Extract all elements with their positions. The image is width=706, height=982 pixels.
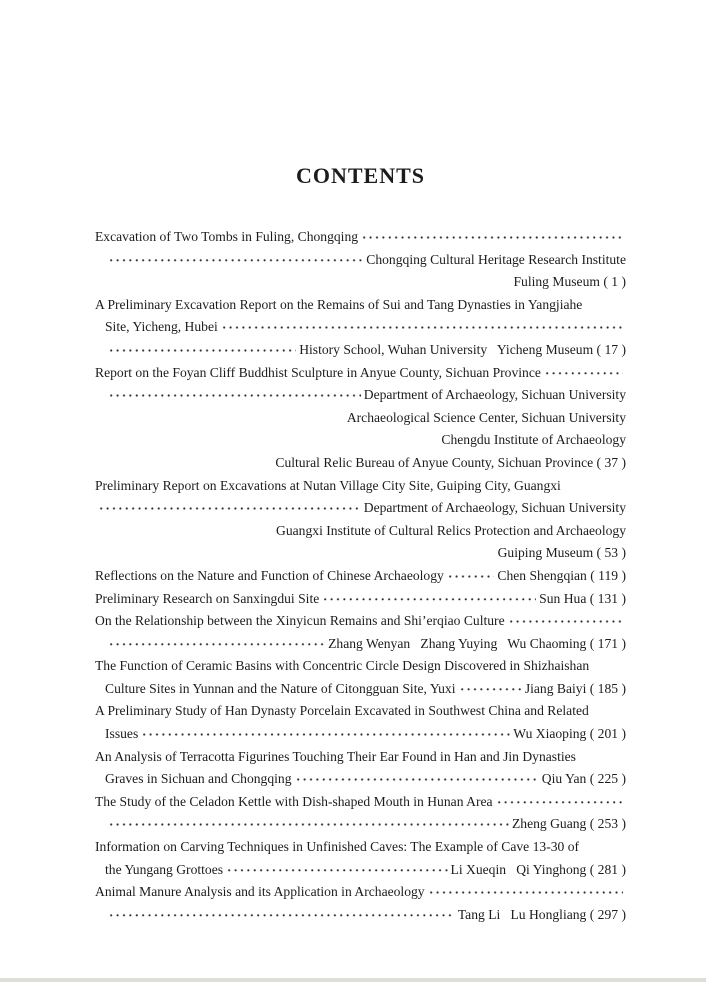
toc-line [95, 610, 626, 633]
entry-attribution: Sun Hua ( 131 ) [539, 590, 626, 606]
entry-title: The Study of the Celadon Kettle with Dish-shaped Mouth in Hunan Area [95, 793, 493, 809]
entry-attribution: Archaeological Science Center, Sichuan University [346, 409, 626, 425]
entry-title: Culture Sites in Yunnan and the Nature of Citongguan Site, Yuxi [105, 680, 456, 696]
toc-line [95, 362, 626, 385]
toc-line [95, 768, 626, 791]
entry-attribution: Guangxi Institute of Cultural Relics Protection and Archaeology [276, 522, 626, 538]
entry-title: Animal Manure Analysis and its Application in Archaeology [95, 884, 425, 900]
toc-line [95, 271, 626, 294]
entry-attribution: Cultural Relic Bureau of Anyue County, Sichuan Province ( 37 ) [275, 454, 626, 470]
toc-line [95, 316, 626, 339]
toc-line [95, 429, 626, 452]
entry-attribution: Fuling Museum ( 1 ) [513, 274, 626, 290]
toc-line [95, 452, 626, 475]
entry-attribution: History School, Wuhan University Yicheng Museum ( 17 ) [299, 341, 626, 357]
toc-line [95, 520, 626, 543]
dot-leader [108, 384, 361, 407]
entry-title: Information on Carving Techniques in Unfinished Caves: The Example of Cave 13-30 of [95, 839, 580, 855]
toc-line [95, 226, 626, 249]
dot-leader [508, 610, 623, 633]
toc-line [95, 700, 626, 723]
dot-leader [108, 904, 455, 927]
toc-line [95, 678, 626, 701]
toc-line [95, 542, 626, 565]
entry-title: Reflections on the Nature and Function of Chinese Archaeology [95, 567, 444, 583]
dot-leader [141, 723, 510, 746]
toc-line [95, 565, 626, 588]
dot-leader [322, 588, 536, 611]
dot-leader [459, 678, 522, 701]
toc-line [95, 407, 626, 430]
dot-leader [108, 249, 363, 272]
dot-leader [544, 362, 623, 385]
entry-attribution: Chongqing Cultural Heritage Research Institute [366, 251, 626, 267]
dot-leader [361, 226, 623, 249]
dot-leader [226, 859, 448, 882]
entry-title: On the Relationship between the Xinyicun Remains and Shi’erqiao Culture [95, 613, 505, 629]
dot-leader [295, 768, 539, 791]
dot-leader [428, 881, 623, 904]
entry-title: Site, Yicheng, Hubei [105, 319, 218, 335]
entry-attribution: Tang Li Lu Hongliang ( 297 ) [457, 906, 626, 922]
entry-attribution: Department of Archaeology, Sichuan University [363, 500, 626, 516]
toc-line [95, 497, 626, 520]
toc-line [95, 723, 626, 746]
dot-leader [496, 791, 623, 814]
entry-title: Issues [105, 726, 139, 742]
entry-attribution: Chen Shengqian ( 119 ) [497, 567, 626, 583]
entry-attribution: Zheng Guang ( 253 ) [511, 816, 626, 832]
toc-line [95, 746, 626, 769]
entry-title: Graves in Sichuan and Chongqing [105, 771, 292, 787]
toc-line [95, 249, 626, 272]
entry-attribution: Zhang Wenyan Zhang Yuying Wu Chaoming ( 171 ) [328, 635, 626, 651]
toc-line [95, 791, 626, 814]
table-of-contents [95, 226, 626, 926]
entry-attribution: Li Xueqin Qi Yinghong ( 281 ) [450, 861, 626, 877]
toc-line [95, 339, 626, 362]
toc-line [95, 904, 626, 927]
entry-title: Preliminary Report on Excavations at Nutan Village City Site, Guiping City, Guangxi [95, 477, 561, 493]
toc-line [95, 633, 626, 656]
toc-line [95, 588, 626, 611]
toc-line [95, 655, 626, 678]
page-title: CONTENTS [295, 163, 426, 188]
dot-leader [108, 633, 325, 656]
entry-attribution: Wu Xiaoping ( 201 ) [513, 726, 626, 742]
dot-leader [98, 497, 361, 520]
dot-leader [108, 813, 509, 836]
entry-attribution: Qiu Yan ( 225 ) [541, 771, 626, 787]
dot-leader [108, 339, 296, 362]
entry-title: An Analysis of Terracotta Figurines Touching Their Ear Found in Han and Jin Dynasties [95, 748, 576, 764]
entry-title: A Preliminary Study of Han Dynasty Porcelain Excavated in Southwest China and Related [95, 703, 589, 719]
entry-title: the Yungang Grottoes [105, 861, 224, 877]
entry-title: The Function of Ceramic Basins with Concentric Circle Design Discovered in Shizhaishan [95, 658, 590, 674]
entry-title: Excavation of Two Tombs in Fuling, Chongqing [95, 229, 359, 244]
entry-attribution: Department of Archaeology, Sichuan University [363, 387, 626, 403]
entry-title: Preliminary Research on Sanxingdui Site [95, 590, 320, 606]
entry-attribution: Chengdu Institute of Archaeology [441, 432, 626, 448]
toc-line [95, 475, 626, 498]
toc-line [95, 384, 626, 407]
entry-attribution: Jiang Baiyi ( 185 ) [524, 680, 626, 696]
entry-title: Report on the Foyan Cliff Buddhist Sculpture in Anyue County, Sichuan Province [95, 364, 541, 380]
toc-line [95, 881, 626, 904]
dot-leader [221, 316, 623, 339]
entry-attribution: Guiping Museum ( 53 ) [497, 545, 626, 561]
toc-line [95, 813, 626, 836]
toc-line [95, 294, 626, 317]
page-bottom-edge [0, 978, 706, 982]
toc-line [95, 836, 626, 859]
dot-leader [447, 565, 495, 588]
entry-title: A Preliminary Excavation Report on the Remains of Sui and Tang Dynasties in Yangjiahe [95, 296, 583, 312]
toc-line [95, 859, 626, 882]
